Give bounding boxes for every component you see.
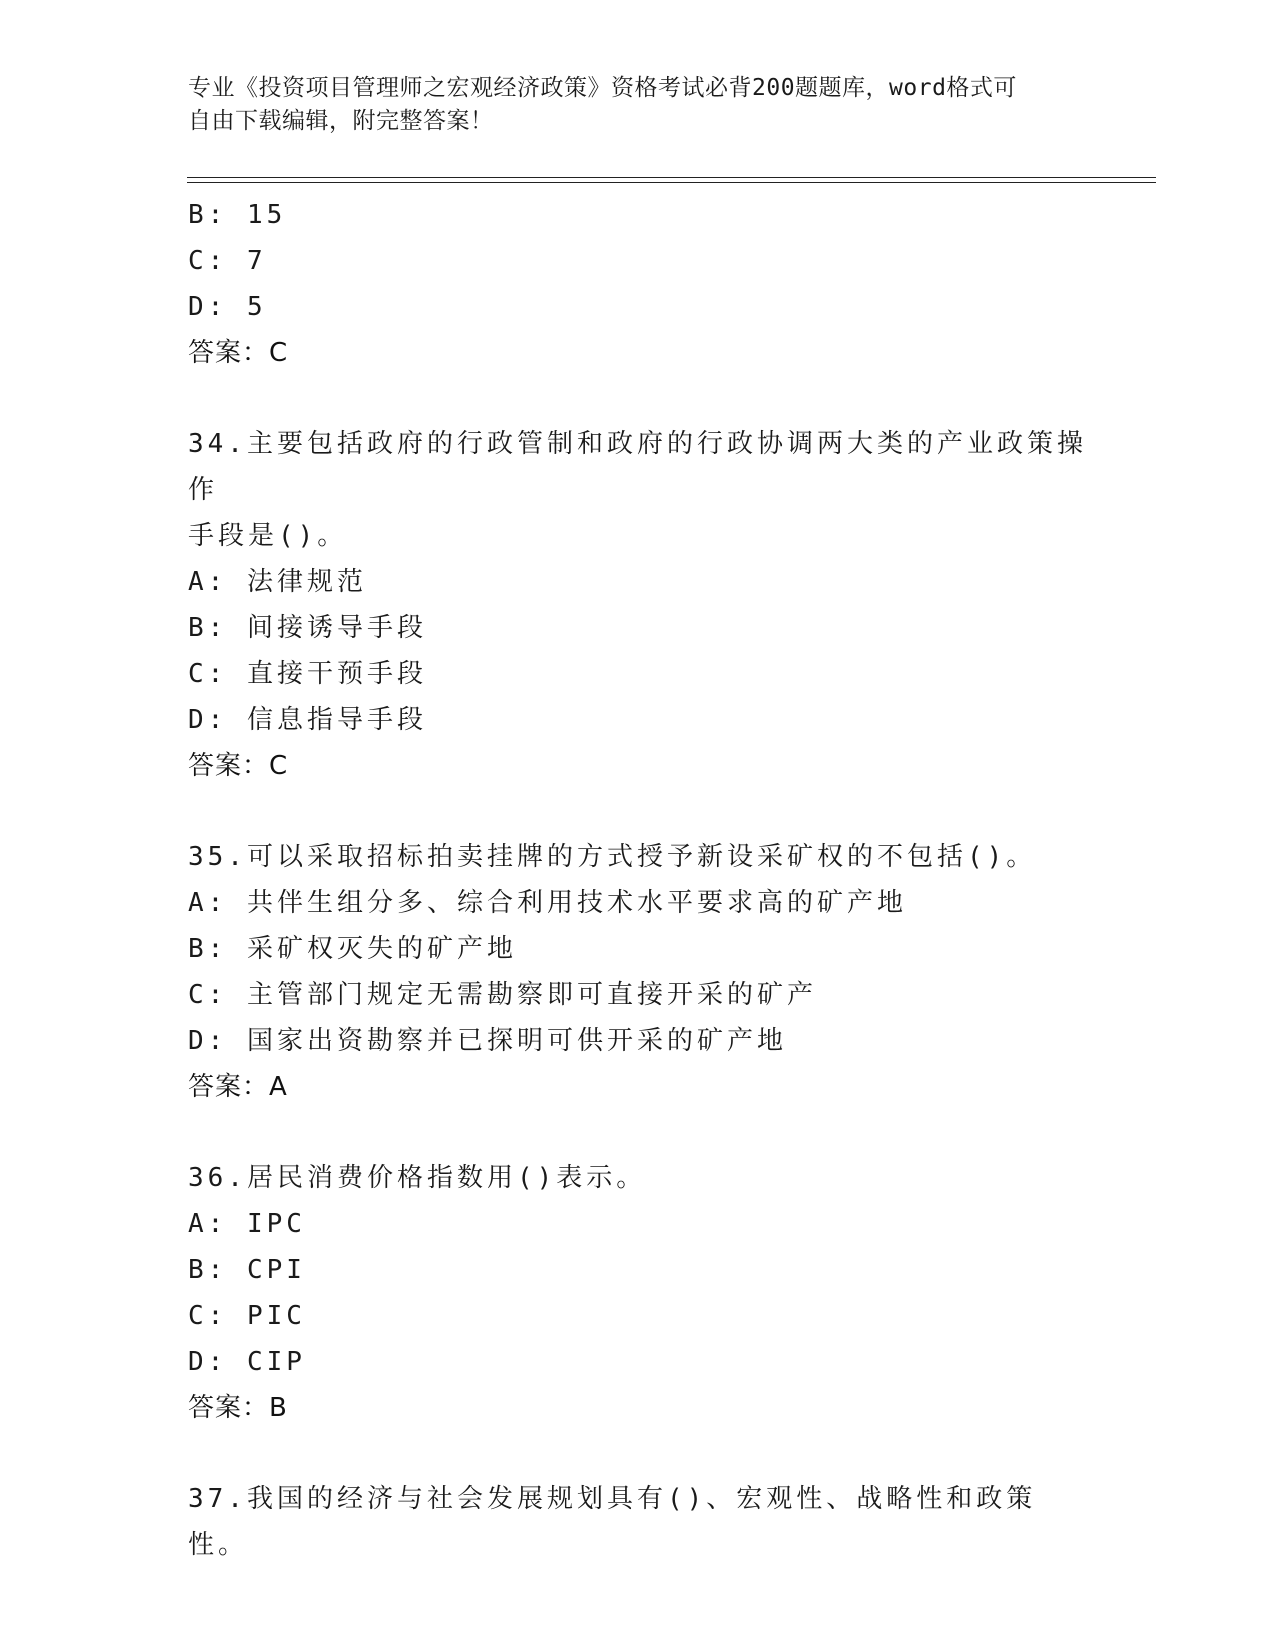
- option-d: D: 信息指导手段: [188, 705, 427, 735]
- option-c: C: 7: [188, 246, 267, 276]
- question-list: [188, 192, 1088, 1568]
- question-34: [188, 421, 1088, 789]
- option-c: C: PIC: [188, 1301, 306, 1331]
- option-d: D: 5: [188, 292, 267, 322]
- option-b: B: 采矿权灭失的矿产地: [188, 934, 517, 964]
- document-header: [188, 72, 1088, 138]
- option-d: D: CIP: [188, 1347, 306, 1377]
- header-divider-top: [187, 177, 1156, 178]
- option-d: D: 国家出资勘察并已探明可供开采的矿产地: [188, 1026, 787, 1056]
- question-33-tail: [188, 192, 1088, 376]
- question-36: [188, 1155, 1088, 1431]
- option-b: B: 间接诱导手段: [188, 613, 427, 643]
- option-a: A: 法律规范: [188, 567, 367, 597]
- header-divider-bottom: [187, 182, 1156, 183]
- question-35: [188, 834, 1088, 1110]
- question-text: 37.我国的经济与社会发展规划具有()、宏观性、战略性和政策性。: [188, 1484, 1037, 1560]
- question-text: 35.可以采取招标拍卖挂牌的方式授予新设采矿权的不包括()。: [188, 842, 1037, 872]
- option-b: B: 15: [188, 200, 287, 230]
- question-text: 34.主要包括政府的行政管制和政府的行政协调两大类的产业政策操作: [188, 429, 1087, 505]
- option-c: C: 直接干预手段: [188, 659, 427, 689]
- header-title-line-1: 专业《投资项目管理师之宏观经济政策》资格考试必背200题题库，word格式可: [188, 75, 1017, 101]
- question-37: [188, 1476, 1088, 1568]
- option-a: A: IPC: [188, 1209, 306, 1239]
- answer-label: 答案：C: [188, 338, 289, 368]
- answer-label: 答案：B: [188, 1393, 288, 1423]
- header-title-line-2: 自由下载编辑，附完整答案！: [188, 108, 494, 134]
- question-text-cont: 手段是()。: [188, 521, 348, 551]
- option-b: B: CPI: [188, 1255, 306, 1285]
- option-c: C: 主管部门规定无需勘察即可直接开采的矿产: [188, 980, 817, 1010]
- question-text: 36.居民消费价格指数用()表示。: [188, 1163, 647, 1193]
- option-a: A: 共伴生组分多、综合利用技术水平要求高的矿产地: [188, 888, 907, 918]
- answer-label: 答案：C: [188, 751, 289, 781]
- answer-label: 答案：A: [188, 1072, 288, 1102]
